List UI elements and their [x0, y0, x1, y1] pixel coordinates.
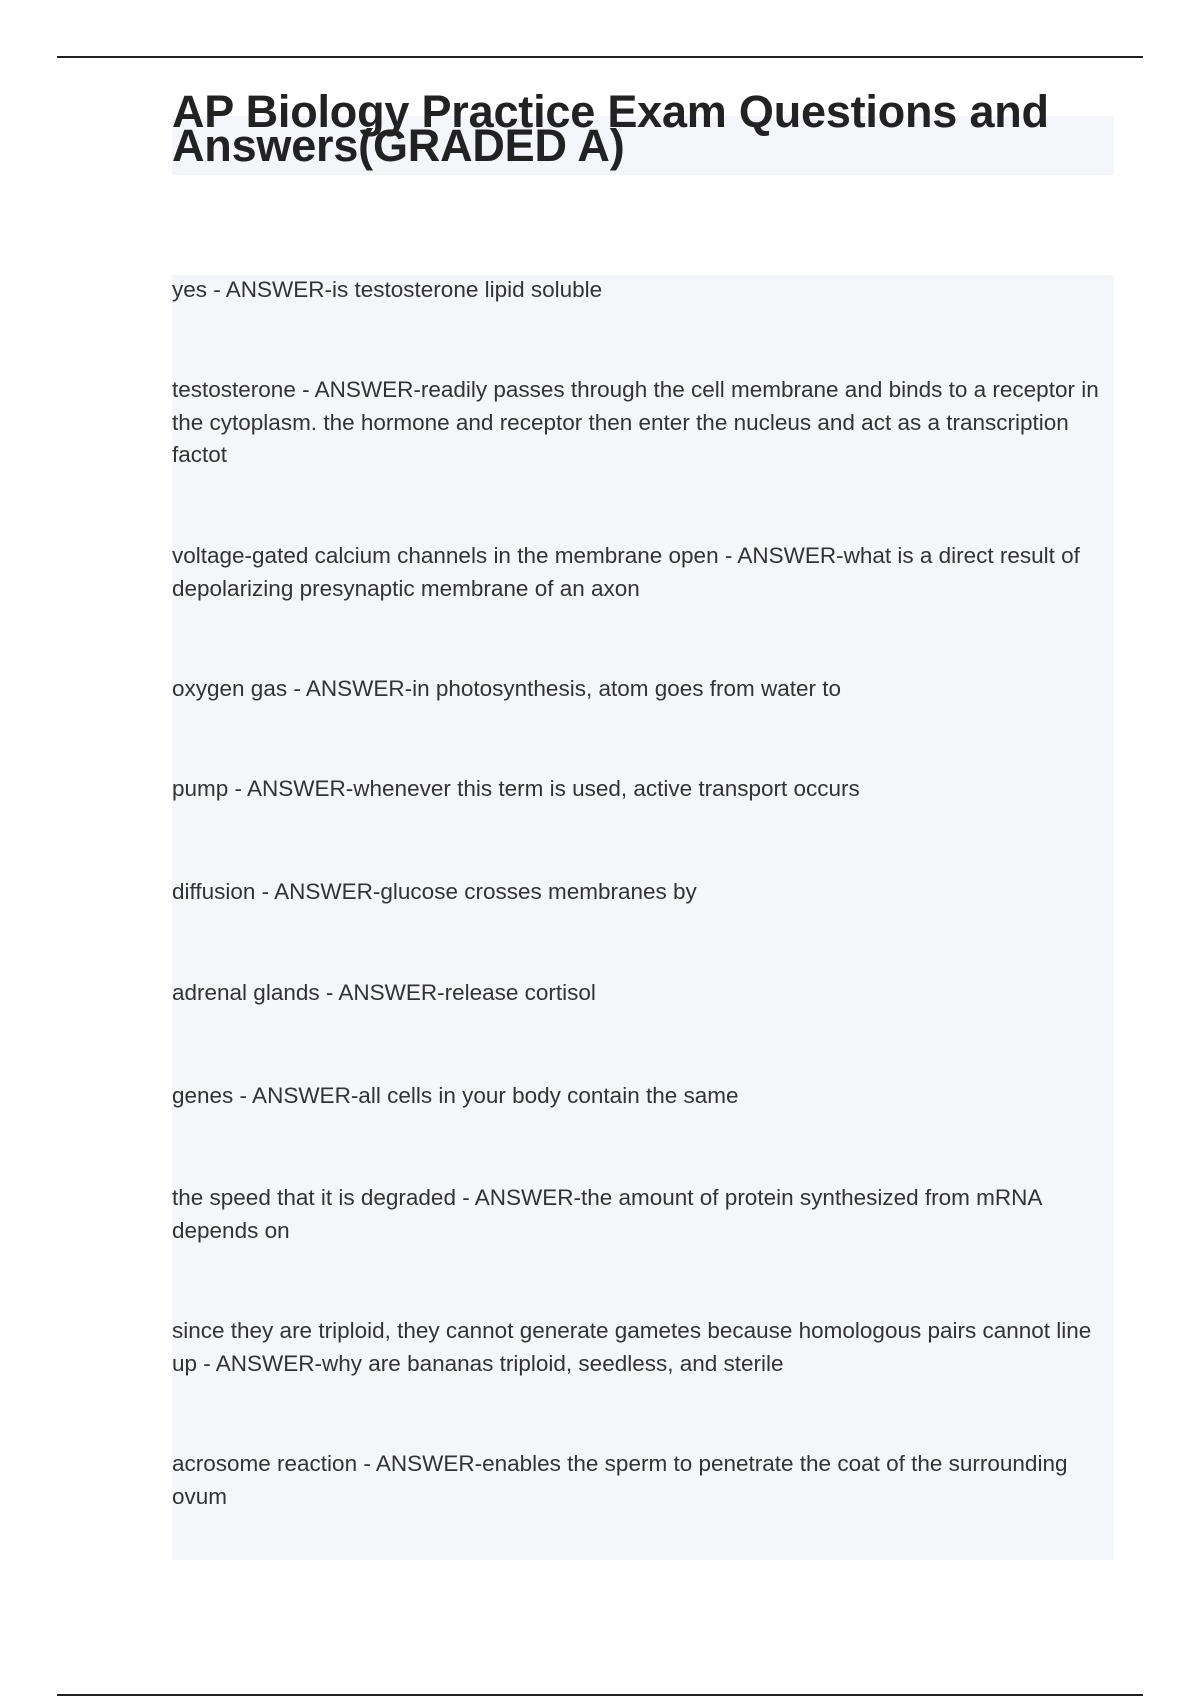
qa-item-5: pump - ANSWER-whenever this term is used, active transport occurs — [172, 776, 860, 801]
qa-item-9: the speed that it is degraded - ANSWER-the amount of protein synthesized from mRNA depends on — [172, 1185, 1042, 1243]
qa-item-7: adrenal glands - ANSWER-release cortisol — [172, 980, 596, 1005]
qa-item-10: since they are triploid, they cannot generate gametes because homologous pairs cannot line up - ANSWER-why are bananas triploid, seedless, and sterile — [172, 1318, 1092, 1376]
document-title: AP Biology Practice Exam Questions and Answers(GRADED A) — [172, 86, 1049, 171]
qa-item-8: genes - ANSWER-all cells in your body contain the same — [172, 1083, 739, 1108]
top-rule — [57, 56, 1143, 58]
qa-item-4: oxygen gas - ANSWER-in photosynthesis, atom goes from water to — [172, 676, 842, 701]
qa-item-6: diffusion - ANSWER-glucose crosses membranes by — [172, 879, 697, 904]
qa-item-2: testosterone - ANSWER-readily passes through the cell membrane and binds to a receptor in the cytoplasm. the hormone and receptor then enter the nucleus and act as a transcription factot — [172, 377, 1099, 467]
qa-item-11: acrosome reaction - ANSWER-enables the sperm to penetrate the coat of the surrounding ovum — [172, 1451, 1068, 1509]
qa-item-1: yes - ANSWER-is testosterone lipid soluble — [172, 277, 603, 302]
bottom-rule — [57, 1694, 1143, 1696]
qa-item-3: voltage-gated calcium channels in the membrane open - ANSWER-what is a direct result of depolarizing presynaptic membrane of an axon — [172, 543, 1080, 601]
